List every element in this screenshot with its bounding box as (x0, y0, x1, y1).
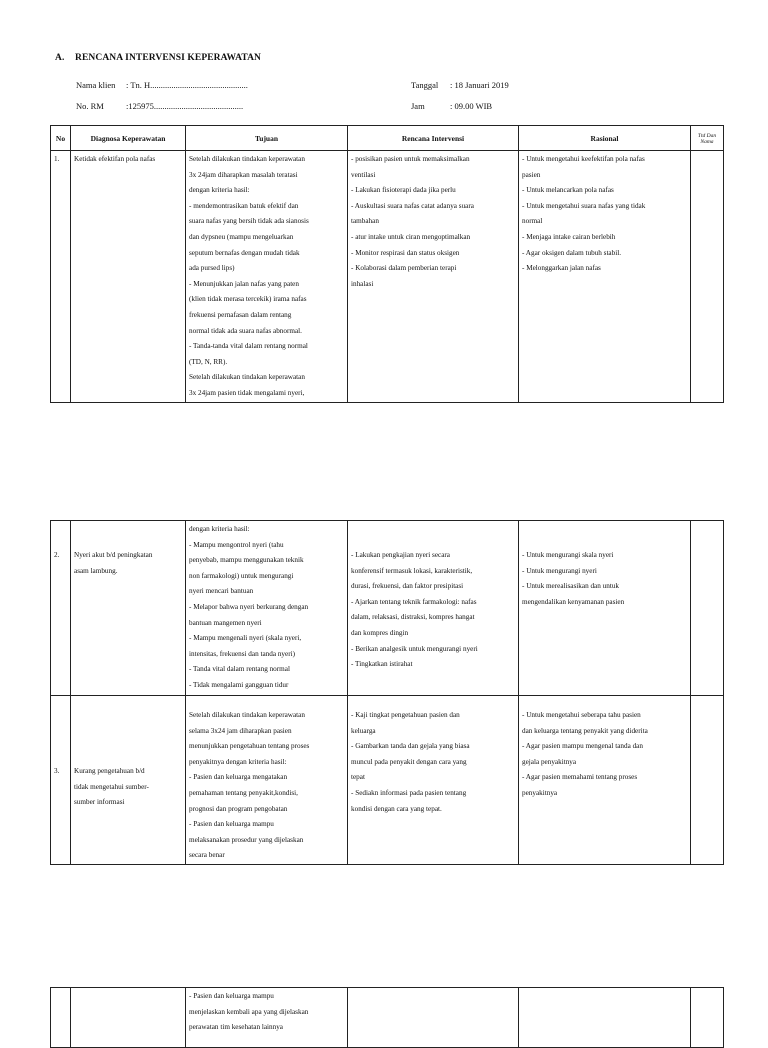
header-diagnosa: Diagnosa Keperawatan (71, 126, 186, 151)
cell-line: tepat (351, 773, 365, 782)
time-value: : 09.00 WIB (450, 101, 493, 111)
cell-line: - Tanda vital dalam rentang normal (189, 665, 290, 674)
cell-line: - posisikan pasien untuk memaksimalkan (351, 155, 470, 163)
cell-line: - Agar pasien memahami tentang proses (522, 773, 638, 782)
row3-rasional (519, 696, 691, 865)
cell-line: dan keluarga tentang penyakit yang diderita (522, 726, 648, 735)
cell-line: Setelah dilakukan tindakan keperawatan (189, 373, 305, 382)
row1-tujuan (186, 151, 348, 403)
cell-line: asam lambung. (74, 566, 118, 575)
cell-line: - Untuk merealisasikan dan untuk (522, 582, 620, 591)
care-plan-table-1 (50, 125, 724, 403)
cell-line: penyebab, mampu menggunakan teknik (189, 556, 304, 565)
row1-ttd (691, 151, 724, 403)
cell-line: mengendalikan kenyamanan pasien (522, 597, 625, 606)
cell-line: (TD, N, RR). (189, 357, 228, 366)
cell-line: - Melonggarkan jalan nafas (522, 264, 601, 273)
cell-line: konferensif termasuk lokasi, karakteristik, (351, 566, 473, 575)
cell-line: normal tidak ada suara nafas abnormal. (189, 326, 302, 335)
cell-line: ada pursed lips) (189, 264, 235, 273)
date-label: Tanggal (411, 80, 439, 90)
cell-line: - Lakukan fisioterapi dada jika perlu (351, 186, 456, 195)
cell-line: - Untuk mengetahui keefektifan pola nafas (522, 155, 645, 163)
cell-line: (klien tidak merasa tercekik) irama nafas (189, 295, 307, 304)
cell-line: - Tingkatkan istirahat (351, 660, 413, 669)
table-row (51, 696, 724, 865)
date-value: : 18 Januari 2019 (450, 80, 509, 90)
cell-line: ventilasi (351, 170, 376, 179)
cell-line: penyakitnya (522, 788, 558, 797)
cell-line: - Agar oksigen dalam tubuh stabil. (522, 248, 622, 257)
row4-tujuan (186, 988, 348, 1048)
cell-line: sumber informasi (74, 798, 125, 807)
cell-line: Nyeri akut b/d peningkatan (74, 551, 153, 559)
table-row (51, 521, 724, 696)
cell-line: - Untuk mengurangi skala nyeri (522, 551, 614, 559)
cell-line: 3x 24jam diharapkan masalah teratasi (189, 170, 298, 179)
cell-line: - Untuk melancarkan pola nafas (522, 186, 614, 195)
row2-ttd (691, 521, 724, 696)
name-label: Nama klien (76, 80, 116, 90)
row2-diagnosa (71, 521, 186, 696)
cell-line: durasi, frekuensi, dan faktor presipitasi (351, 582, 464, 591)
header-tujuan: Tujuan (186, 126, 348, 151)
cell-line: normal (522, 217, 543, 226)
cell-line: dalam, relaksasi, distraksi, kompres hangat (351, 613, 475, 622)
cell-line: dengan kriteria hasil: (189, 186, 250, 195)
cell-line: menjelaskan kembali apa yang dijelaskan (189, 1007, 309, 1016)
care-plan-table-3 (50, 987, 724, 1048)
cell-line: - Kaji tingkat pengetahuan pasien dan (351, 711, 460, 719)
header-no: No (51, 126, 71, 151)
cell-line: - Kolaborasi dalam pemberian terapi (351, 264, 457, 273)
cell-line: dan dypsneu (mampu mengeluarkan (189, 232, 294, 241)
cell-line: - Gambarkan tanda dan gejala yang biasa (351, 742, 470, 751)
cell-line: - Pasien dan keluarga mampu (189, 992, 274, 1000)
cell-line: muncul pada penyakit dengan cara yang (351, 757, 467, 766)
cell-line: intensitas, frekuensi dan tanda nyeri) (189, 649, 295, 658)
table-row (51, 151, 724, 403)
cell-line: - Lakukan pengkajian nyeri secara (351, 551, 450, 559)
cell-line: - Ajarkan tentang teknik farmakologi: nafas (351, 597, 477, 606)
cell-line: - atur intake untuk ciran mengoptimalkan (351, 232, 471, 241)
cell-line: nyeri mencari bantuan (189, 587, 254, 596)
table-row (51, 988, 724, 1048)
cell-line: keluarga (351, 726, 376, 735)
cell-line: pemahaman tentang penyakit,kondisi, (189, 788, 298, 797)
cell-line: melaksanakan prosedur yang dijelaskan (189, 835, 304, 844)
care-plan-table-2 (50, 520, 724, 865)
cell-line: - Untuk mengetahui seberapa tahu pasien (522, 711, 641, 719)
row1-rasional (519, 151, 691, 403)
time-label: Jam (411, 101, 425, 111)
cell-line: perawatan tim kesehatan lainnya (189, 1023, 283, 1032)
cell-line: - Berikan analgesik untuk mengurangi nyeri (351, 644, 478, 653)
cell-line: - Auskultasi suara nafas catat adanya suara (351, 201, 474, 210)
row4-intervensi (348, 988, 519, 1048)
cell-line: - Mampu mengenali nyeri (skala nyeri, (189, 634, 302, 643)
cell-line: - Untuk mengetahui suara nafas yang tidak (522, 201, 646, 210)
cell-line: - Agar pasien mampu mengenal tanda dan (522, 742, 643, 751)
section-heading (55, 53, 261, 63)
table-header-row (51, 126, 724, 151)
cell-line: - Menunjukkan jalan nafas yang paten (189, 279, 299, 288)
cell-line: Kurang pengetahuan b/d (74, 767, 145, 775)
row2-tujuan (186, 521, 348, 696)
cell-line: frekuensi pernafasan dalam rentang (189, 310, 292, 319)
cell-line: - Sediakn informasi pada pasien tentang (351, 788, 467, 797)
section-title: RENCANA INTERVENSI KEPERAWATAN (75, 53, 262, 63)
cell-line: secara benar (189, 851, 225, 860)
cell-line: - Mampu mengontrol nyeri (tahu (189, 540, 284, 549)
row4-ttd (691, 988, 724, 1048)
row3-no: 3. (51, 696, 71, 865)
section-letter: A. (55, 53, 65, 63)
cell-line: - mendemontrasikan batuk efektif dan (189, 201, 299, 210)
header-intervensi: Rencana Intervensi (348, 126, 519, 151)
row2-rasional (519, 521, 691, 696)
row1-intervensi (348, 151, 519, 403)
cell-line: - Untuk mengurangi nyeri (522, 566, 597, 575)
cell-line: 3x 24jam pasien tidak mengalami nyeri, (189, 388, 305, 397)
cell-line: menunjukkan pengetahuan tentang proses (189, 742, 310, 751)
cell-line: seputum bernafas dengan mudah tidak (189, 248, 300, 257)
cell-line: gejala penyakitnya (522, 757, 577, 766)
cell-line: - Pasien dan keluarga mengatakan (189, 773, 288, 782)
row2-no: 2. (51, 521, 71, 696)
row2-intervensi (348, 521, 519, 696)
cell-line: suara nafas yang bersih tidak ada sianosis (189, 217, 309, 226)
cell-line: inhalasi (351, 279, 374, 288)
cell-line: prognosi dan program pengobatan (189, 804, 288, 813)
cell-line: Setelah dilakukan tindakan keperawatan (189, 155, 305, 163)
header-ttd: Ttd Dan Nama (691, 126, 724, 151)
row4-rasional (519, 988, 691, 1048)
row3-ttd (691, 696, 724, 865)
cell-line: - Monitor respirasi dan status oksigen (351, 248, 460, 257)
cell-line: non farmakologi) untuk mengurangi (189, 571, 294, 580)
row3-tujuan (186, 696, 348, 865)
cell-line: tambahan (351, 217, 379, 226)
row4-no (51, 988, 71, 1048)
row1-diagnosa: Ketidak efektifan pola nafas (71, 151, 186, 403)
cell-line: - Melapor bahwa nyeri berkurang dengan (189, 602, 309, 611)
name-value: : Tn. H.............................................. (126, 80, 248, 90)
cell-line: kondisi dengan cara yang tepat. (351, 804, 442, 813)
cell-line: - Pasien dan keluarga mampu (189, 820, 274, 829)
row3-diagnosa (71, 696, 186, 865)
cell-line: Setelah dilakukan tindakan keperawatan (189, 711, 305, 719)
cell-line: pasien (522, 170, 541, 179)
row4-diagnosa (71, 988, 186, 1048)
cell-line: dan kompres dingin (351, 628, 409, 637)
cell-line: - Menjaga intake cairan berlebih (522, 232, 616, 241)
row1-no: 1. (51, 151, 71, 403)
cell-line: - Tanda-tanda vital dalam rentang normal (189, 342, 308, 351)
row3-intervensi (348, 696, 519, 865)
cell-line: penyakitnya dengan kriteria hasil: (189, 757, 287, 766)
cell-line: tidak mengetahui sumber- (74, 782, 149, 791)
cell-line: - Tidak mengalami gangguan tidur (189, 680, 289, 689)
cell-line: bantuan mangemen nyeri (189, 618, 262, 627)
rm-label: No. RM (76, 101, 104, 111)
cell-line: dengan kriteria hasil: (189, 525, 250, 533)
cell-line: selama 3x24 jam diharapkan pasien (189, 726, 292, 735)
rm-value: :125975.......................................... (126, 101, 244, 111)
header-rasional: Rasional (519, 126, 691, 151)
